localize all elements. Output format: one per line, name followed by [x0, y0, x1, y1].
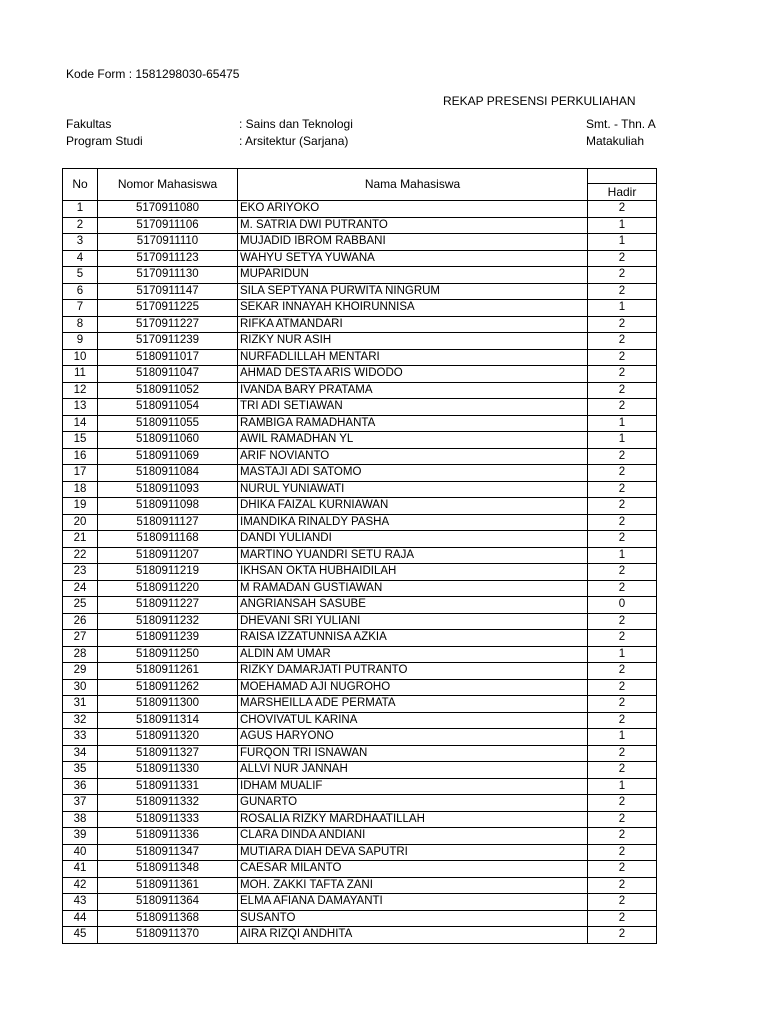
row-name: SEKAR INNAYAH KHOIRUNNISA [238, 300, 588, 317]
table-row [63, 349, 657, 366]
table-body [63, 201, 657, 944]
row-name: MUTIARA DIAH DEVA SAPUTRI [238, 844, 588, 861]
row-nim: 5180911261 [98, 663, 238, 680]
row-no: 24 [63, 580, 98, 597]
row-nim: 5180911262 [98, 679, 238, 696]
table-row [63, 597, 657, 614]
row-no: 23 [63, 564, 98, 581]
row-no: 1 [63, 201, 98, 218]
row-hadir: 2 [588, 382, 657, 399]
table-row [63, 927, 657, 944]
table-row [63, 712, 657, 729]
table-row [63, 498, 657, 515]
row-no: 32 [63, 712, 98, 729]
row-no: 13 [63, 399, 98, 416]
row-nim: 5180911331 [98, 778, 238, 795]
row-no: 14 [63, 415, 98, 432]
row-name: ALDIN AM UMAR [238, 646, 588, 663]
table-row [63, 679, 657, 696]
row-nim: 5180911127 [98, 514, 238, 531]
row-hadir: 2 [588, 448, 657, 465]
row-hadir: 2 [588, 877, 657, 894]
table-row [63, 663, 657, 680]
row-hadir: 2 [588, 762, 657, 779]
row-hadir: 2 [588, 712, 657, 729]
row-hadir: 2 [588, 580, 657, 597]
row-name: MOEHAMAD AJI NUGROHO [238, 679, 588, 696]
row-name: AIRA RIZQI ANDHITA [238, 927, 588, 944]
row-nim: 5170911239 [98, 333, 238, 350]
table-row [63, 696, 657, 713]
table-row [63, 531, 657, 548]
row-nim: 5180911060 [98, 432, 238, 449]
row-nim: 5170911110 [98, 234, 238, 251]
row-name: RAISA IZZATUNNISA AZKIA [238, 630, 588, 647]
row-no: 21 [63, 531, 98, 548]
table-row [63, 811, 657, 828]
row-name: NURUL YUNIAWATI [238, 481, 588, 498]
row-name: MARTINO YUANDRI SETU RAJA [238, 547, 588, 564]
row-hadir: 2 [588, 910, 657, 927]
row-nim: 5180911348 [98, 861, 238, 878]
attendance-table [62, 168, 657, 944]
row-nim: 5180911207 [98, 547, 238, 564]
table-row [63, 217, 657, 234]
row-no: 39 [63, 828, 98, 845]
row-hadir: 2 [588, 861, 657, 878]
table-row [63, 481, 657, 498]
table-row [63, 580, 657, 597]
row-nim: 5180911220 [98, 580, 238, 597]
row-name: MASTAJI ADI SATOMO [238, 465, 588, 482]
row-nim: 5180911314 [98, 712, 238, 729]
row-nim: 5180911370 [98, 927, 238, 944]
row-name: IMANDIKA RINALDY PASHA [238, 514, 588, 531]
table-row [63, 316, 657, 333]
row-no: 15 [63, 432, 98, 449]
row-hadir: 2 [588, 894, 657, 911]
row-nim: 5180911227 [98, 597, 238, 614]
row-nim: 5170911227 [98, 316, 238, 333]
col-header-nim: Nomor Mahasiswa [98, 169, 238, 201]
form-code: Kode Form : 1581298030-65475 [66, 67, 240, 81]
row-no: 9 [63, 333, 98, 350]
row-hadir: 2 [588, 250, 657, 267]
row-name: IVANDA BARY PRATAMA [238, 382, 588, 399]
document-title: REKAP PRESENSI PERKULIAHAN [443, 94, 636, 108]
col-header-hadir [588, 169, 657, 201]
table-row [63, 762, 657, 779]
semester-label: Smt. - Thn. A [586, 117, 656, 131]
row-hadir: 2 [588, 811, 657, 828]
row-no: 43 [63, 894, 98, 911]
table-row [63, 910, 657, 927]
table-header-row [63, 169, 657, 201]
row-hadir: 2 [588, 745, 657, 762]
row-nim: 5180911347 [98, 844, 238, 861]
row-hadir: 2 [588, 399, 657, 416]
table-row [63, 778, 657, 795]
fakultas-value: : Sains dan Teknologi [239, 117, 353, 131]
table-row [63, 564, 657, 581]
row-no: 5 [63, 267, 98, 284]
row-hadir: 0 [588, 597, 657, 614]
row-no: 20 [63, 514, 98, 531]
row-hadir: 2 [588, 828, 657, 845]
row-hadir: 2 [588, 696, 657, 713]
table-row [63, 366, 657, 383]
row-nim: 5180911300 [98, 696, 238, 713]
row-hadir: 2 [588, 465, 657, 482]
row-no: 3 [63, 234, 98, 251]
row-no: 4 [63, 250, 98, 267]
row-name: MUPARIDUN [238, 267, 588, 284]
col-header-no: No [63, 169, 98, 201]
matakuliah-label: Matakuliah [586, 134, 645, 148]
table-row [63, 861, 657, 878]
row-name: TRI ADI SETIAWAN [238, 399, 588, 416]
row-name: ARIF NOVIANTO [238, 448, 588, 465]
row-no: 41 [63, 861, 98, 878]
row-hadir: 1 [588, 646, 657, 663]
row-no: 35 [63, 762, 98, 779]
row-name: M RAMADAN GUSTIAWAN [238, 580, 588, 597]
row-hadir: 2 [588, 349, 657, 366]
row-name: CHOVIVATUL KARINA [238, 712, 588, 729]
row-no: 22 [63, 547, 98, 564]
row-name: IDHAM MUALIF [238, 778, 588, 795]
row-hadir: 2 [588, 366, 657, 383]
row-no: 36 [63, 778, 98, 795]
row-no: 2 [63, 217, 98, 234]
row-hadir: 2 [588, 613, 657, 630]
row-no: 8 [63, 316, 98, 333]
table-row [63, 514, 657, 531]
row-hadir: 2 [588, 795, 657, 812]
table-row [63, 300, 657, 317]
row-name: WAHYU SETYA YUWANA [238, 250, 588, 267]
row-name: AWIL RAMADHAN YL [238, 432, 588, 449]
row-hadir: 1 [588, 217, 657, 234]
table-row [63, 234, 657, 251]
row-hadir: 1 [588, 729, 657, 746]
table-row [63, 415, 657, 432]
table-row [63, 745, 657, 762]
table-row [63, 283, 657, 300]
row-name: CAESAR MILANTO [238, 861, 588, 878]
row-hadir: 2 [588, 564, 657, 581]
row-name: DHEVANI SRI YULIANI [238, 613, 588, 630]
row-name: DHIKA FAIZAL KURNIAWAN [238, 498, 588, 515]
table-row [63, 729, 657, 746]
row-no: 26 [63, 613, 98, 630]
row-hadir: 1 [588, 300, 657, 317]
row-hadir: 2 [588, 333, 657, 350]
table-row [63, 844, 657, 861]
row-no: 7 [63, 300, 98, 317]
table-row [63, 894, 657, 911]
row-no: 27 [63, 630, 98, 647]
row-hadir: 1 [588, 778, 657, 795]
row-no: 40 [63, 844, 98, 861]
row-hadir: 2 [588, 514, 657, 531]
row-nim: 5170911225 [98, 300, 238, 317]
row-name: EKO ARIYOKO [238, 201, 588, 218]
table-row [63, 630, 657, 647]
row-hadir: 1 [588, 547, 657, 564]
row-hadir: 2 [588, 498, 657, 515]
row-hadir: 2 [588, 679, 657, 696]
row-no: 18 [63, 481, 98, 498]
row-nim: 5180911333 [98, 811, 238, 828]
table-row [63, 382, 657, 399]
row-no: 44 [63, 910, 98, 927]
prodi-label: Program Studi [66, 134, 143, 148]
row-no: 16 [63, 448, 98, 465]
row-no: 6 [63, 283, 98, 300]
row-name: AHMAD DESTA ARIS WIDODO [238, 366, 588, 383]
row-no: 30 [63, 679, 98, 696]
row-name: SILA SEPTYANA PURWITA NINGRUM [238, 283, 588, 300]
row-hadir: 2 [588, 267, 657, 284]
row-no: 17 [63, 465, 98, 482]
row-name: IKHSAN OKTA HUBHAIDILAH [238, 564, 588, 581]
table-row [63, 333, 657, 350]
row-no: 11 [63, 366, 98, 383]
row-nim: 5180911055 [98, 415, 238, 432]
row-nim: 5180911168 [98, 531, 238, 548]
row-hadir: 2 [588, 927, 657, 944]
row-nim: 5180911361 [98, 877, 238, 894]
row-name: ROSALIA RIZKY MARDHAATILLAH [238, 811, 588, 828]
row-hadir: 1 [588, 234, 657, 251]
row-no: 29 [63, 663, 98, 680]
table-row [63, 795, 657, 812]
table-row [63, 201, 657, 218]
row-nim: 5170911080 [98, 201, 238, 218]
row-name: MUJADID IBROM RABBANI [238, 234, 588, 251]
row-no: 38 [63, 811, 98, 828]
row-name: RIFKA ATMANDARI [238, 316, 588, 333]
row-name: DANDI YULIANDI [238, 531, 588, 548]
row-no: 45 [63, 927, 98, 944]
table-row [63, 432, 657, 449]
row-hadir: 2 [588, 481, 657, 498]
row-name: RIZKY DAMARJATI PUTRANTO [238, 663, 588, 680]
row-nim: 5180911250 [98, 646, 238, 663]
row-nim: 5180911054 [98, 399, 238, 416]
row-nim: 5170911147 [98, 283, 238, 300]
row-nim: 5180911052 [98, 382, 238, 399]
row-nim: 5180911239 [98, 630, 238, 647]
row-nim: 5180911232 [98, 613, 238, 630]
row-no: 37 [63, 795, 98, 812]
row-no: 25 [63, 597, 98, 614]
row-nim: 5180911336 [98, 828, 238, 845]
row-hadir: 1 [588, 432, 657, 449]
row-nim: 5180911069 [98, 448, 238, 465]
row-no: 19 [63, 498, 98, 515]
row-nim: 5170911130 [98, 267, 238, 284]
row-name: MOH. ZAKKI TAFTA ZANI [238, 877, 588, 894]
row-hadir: 2 [588, 663, 657, 680]
row-hadir: 2 [588, 630, 657, 647]
row-nim: 5180911364 [98, 894, 238, 911]
row-hadir: 2 [588, 316, 657, 333]
row-nim: 5180911320 [98, 729, 238, 746]
table-row [63, 267, 657, 284]
row-nim: 5180911327 [98, 745, 238, 762]
row-nim: 5180911219 [98, 564, 238, 581]
col-header-name: Nama Mahasiswa [238, 169, 588, 201]
row-hadir: 2 [588, 531, 657, 548]
row-no: 12 [63, 382, 98, 399]
row-name: ELMA AFIANA DAMAYANTI [238, 894, 588, 911]
row-no: 31 [63, 696, 98, 713]
row-nim: 5180911368 [98, 910, 238, 927]
row-name: CLARA DINDA ANDIANI [238, 828, 588, 845]
hadir-label: Hadir [588, 183, 656, 200]
row-name: ALLVI NUR JANNAH [238, 762, 588, 779]
prodi-value: : Arsitektur (Sarjana) [239, 134, 349, 148]
row-name: M. SATRIA DWI PUTRANTO [238, 217, 588, 234]
row-name: ANGRIANSAH SASUBE [238, 597, 588, 614]
row-no: 34 [63, 745, 98, 762]
row-name: SUSANTO [238, 910, 588, 927]
table-row [63, 828, 657, 845]
table-row [63, 613, 657, 630]
row-nim: 5180911017 [98, 349, 238, 366]
table-row [63, 250, 657, 267]
table-row [63, 465, 657, 482]
row-name: RIZKY NUR ASIH [238, 333, 588, 350]
table-row [63, 399, 657, 416]
row-name: FURQON TRI ISNAWAN [238, 745, 588, 762]
table-row [63, 448, 657, 465]
row-no: 42 [63, 877, 98, 894]
row-nim: 5170911123 [98, 250, 238, 267]
table-row [63, 547, 657, 564]
row-nim: 5180911093 [98, 481, 238, 498]
row-hadir: 1 [588, 415, 657, 432]
row-nim: 5180911084 [98, 465, 238, 482]
row-hadir: 2 [588, 201, 657, 218]
row-no: 28 [63, 646, 98, 663]
row-name: RAMBIGA RAMADHANTA [238, 415, 588, 432]
row-hadir: 2 [588, 844, 657, 861]
row-nim: 5180911332 [98, 795, 238, 812]
row-name: AGUS HARYONO [238, 729, 588, 746]
row-nim: 5180911047 [98, 366, 238, 383]
row-no: 33 [63, 729, 98, 746]
row-name: NURFADLILLAH MENTARI [238, 349, 588, 366]
table-row [63, 646, 657, 663]
row-hadir: 2 [588, 283, 657, 300]
fakultas-label: Fakultas [66, 117, 112, 131]
row-no: 10 [63, 349, 98, 366]
row-nim: 5180911098 [98, 498, 238, 515]
row-nim: 5170911106 [98, 217, 238, 234]
row-name: GUNARTO [238, 795, 588, 812]
row-name: MARSHEILLA ADE PERMATA [238, 696, 588, 713]
table-row [63, 877, 657, 894]
row-nim: 5180911330 [98, 762, 238, 779]
